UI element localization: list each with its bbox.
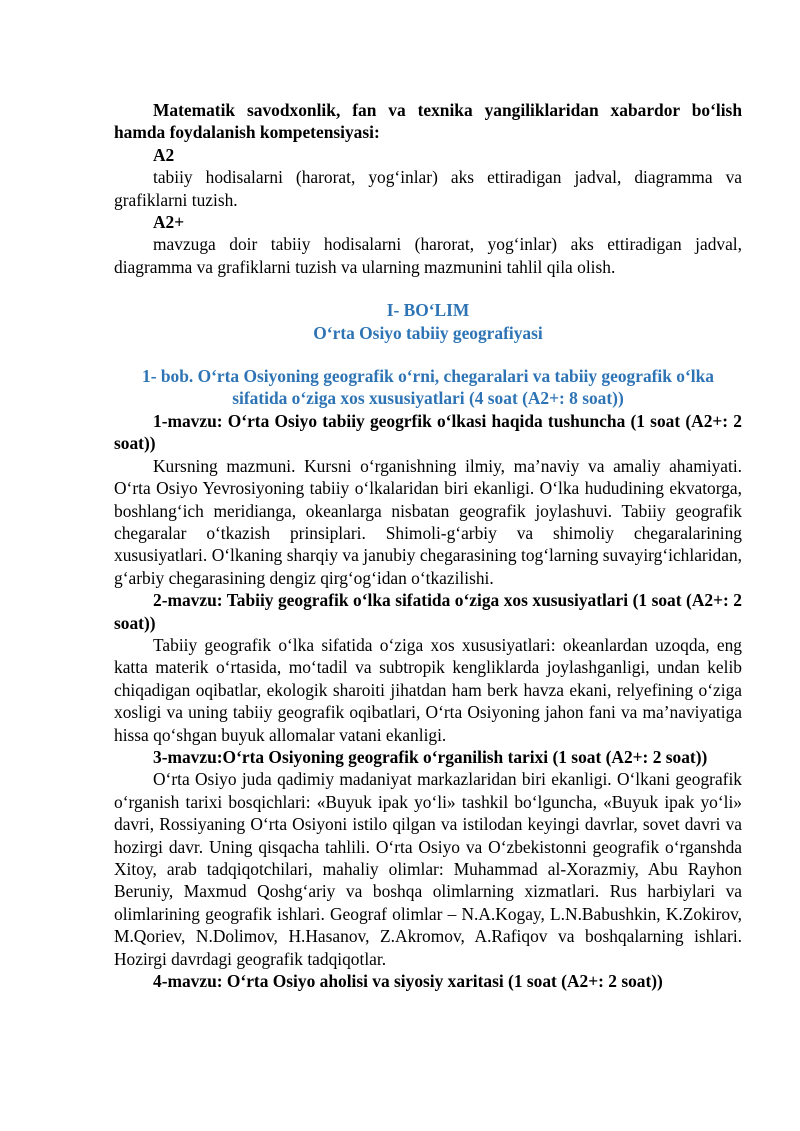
spacer [114,344,742,365]
level-a2-text: tabiiy hodisalarni (harorat, yog‘inlar) aks ettiradigan jadval, diagramma va grafiklarni tuzish. [114,167,742,210]
chapter-title: 1- bob. O‘rta Osiyoning geografik o‘rni, chegaralari va tabiiy geografik o‘lka sifatida o‘ziga xos xususiyatlari (4 soat (A2+: 8 soat)) [142,366,714,409]
level-a2plus-label: A2+ [153,212,185,233]
topic-body: Tabiiy geografik o‘lka sifatida o‘ziga xos xususiyatlari: okeanlardan uzoqda, eng katta materik o‘rtasida, mo‘tadil va subtropik kengliklarda joylashganligi, undan kelib chiqadigan oqibatlar, ekologik sharoiti jihatdan ham berk havza ekani, relyefining o‘ziga xosligi va uning tabiiy geografik oqibatlari, O‘rta Osiyoning jahon fani va ma’naviyatiga hissa qo‘shgan buyuk allomalar vatani ekanligi. [114,634,742,745]
document-content [114,99,742,992]
level-a2plus-text: mavzuga doir tabiiy hodisalarni (harorat, yog‘inlar) aks ettiradigan jadval, diagramma va grafiklarni tuzish va ularning mazmunini tahlil qila olish. [114,234,742,277]
topic-body: O‘rta Osiyo juda qadimiy madaniyat markazlaridan biri ekanligi. O‘lkani geografik o‘rganish tarixi bosqichlari: «Buyuk ipak yo‘li» tashkil bo‘lguncha, «Buyuk ipak yo‘li» davri, Rossiyaning O‘rta Osiyoni istilo qilgan va istilodan keyingi davrlar, sovet davri va hozirgi davr. Uning qisqacha tahlili. O‘rta Osiyo va O‘zbekistonni geografik o‘rganshda Xitoy, arab tadqiqotchilari, mahaliy olimlar: Muhammad al-Xorazmiy, Abu Rayhon Beruniy, Maxmud Qoshg‘ariy va boshqa olimlarning xizmatlari. Rus harbiylari va olimlarining geografik ishlari. Geograf olimlar – N.A.Kogay, L.N.Babushkin, K.Zokirov, M.Qoriev, N.Dolimov, H.Hasanov, Z.Akromov, A.Rafiqov va boshqalarning ishlari. Hozirgi davrdagi geografik tadqiqotlar. [114,769,742,969]
topic-heading: 4-mavzu: O‘rta Osiyo aholisi va siyosiy xaritasi (1 soat (A2+: 2 soat)) [153,971,663,992]
section-title: I- BO‘LIM [386,300,470,321]
topic-heading: 1-mavzu: O‘rta Osiyo tabiiy geogrfik o‘lkasi haqida tushuncha (1 soat (A2+: 2 soat)) [114,410,742,454]
topic-body: Kursning mazmuni. Kursni o‘rganishning ilmiy, ma’naviy va amaliy ahamiyati. O‘rta Osiyo Yevrosiyoning tabiiy o‘lkalaridan biri ekanligi. O‘lka hududining ekvatorga, boshlang‘ich meridianga, okeanlarga nisbatan geografik joylashuvi. Tabiiy geografik chegaralar o‘tkazish prinsiplari. Shimoli-g‘arbiy va shimoliy chegaralarining xususiyatlari. O‘lkaning sharqiy va janubiy chegarasining tog‘larning suvayirg‘ichlaridan, g‘arbiy chegarasining dengiz qirg‘og‘idan o‘tkazilishi. [114,455,742,588]
level-a2-label: A2 [153,144,175,165]
competency-title: Matematik savodxonlik, fan va texnika yangiliklaridan xabardor bo‘lish hamda foydalanish kompetensiyasi: [114,100,742,143]
section-subtitle: O‘rta Osiyo tabiiy geografiyasi [313,322,543,343]
topic-heading: 3-mavzu:O‘rta Osiyoning geografik o‘rganilish tarixi (1 soat (A2+: 2 soat)) [153,746,708,767]
topic-heading: 2-mavzu: Tabiiy geografik o‘lka sifatida o‘ziga xos xususiyatlari (1 soat (A2+: 2 soat)) [114,590,742,633]
spacer [114,278,742,299]
